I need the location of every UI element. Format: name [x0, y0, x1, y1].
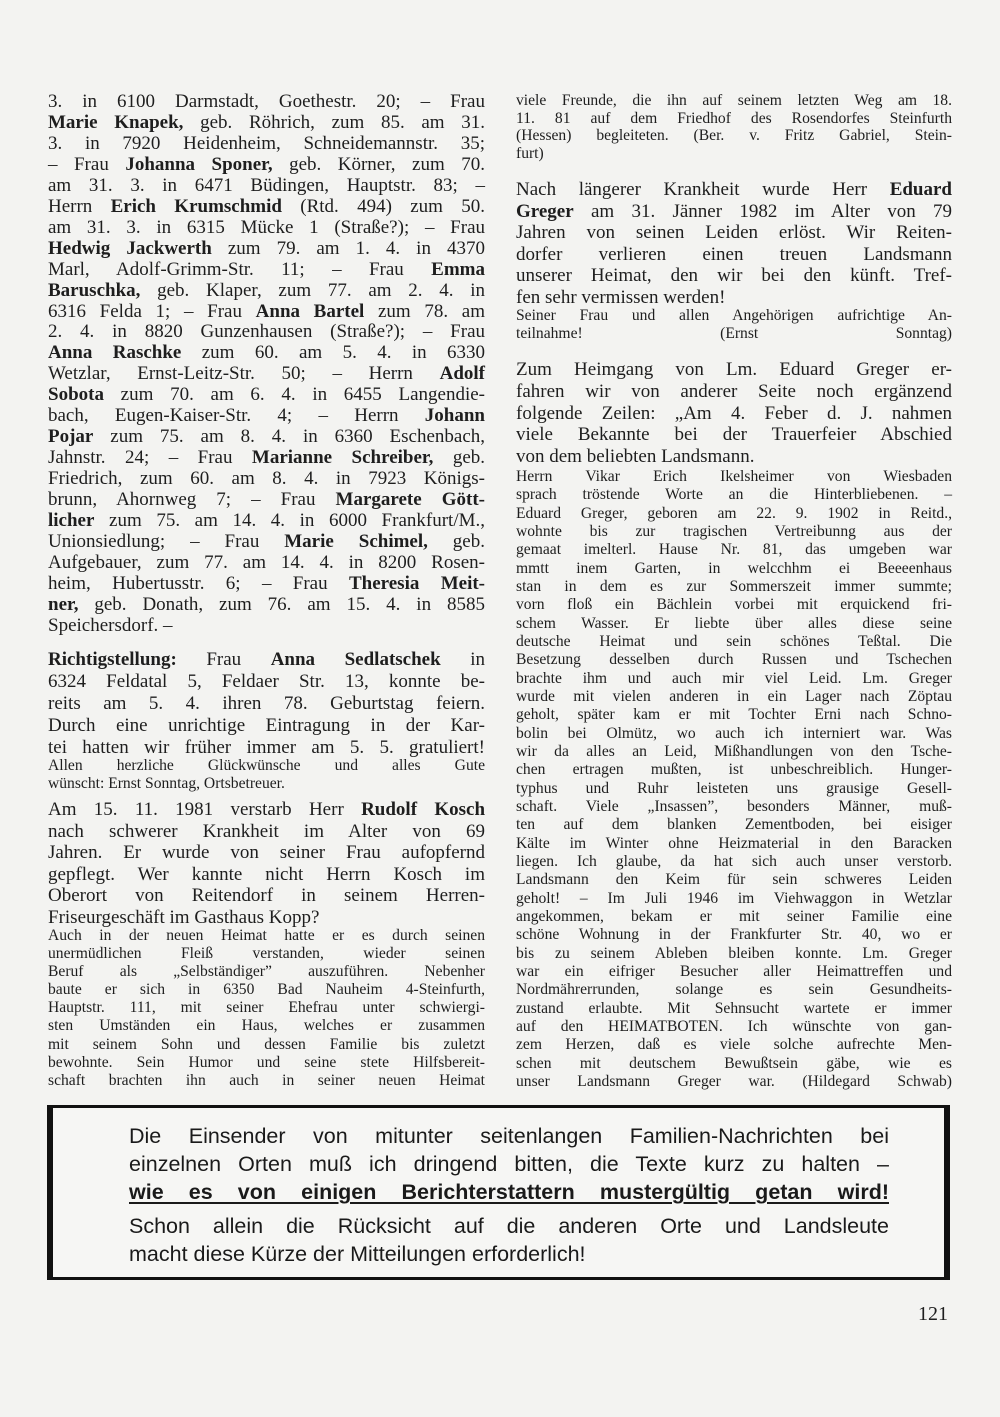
text-run: zum 79. am 1. 4. in 4370	[211, 237, 485, 259]
text-line	[48, 469, 485, 490]
obituary-kosch-continued	[516, 92, 952, 163]
text-run: schem Wasser. Er liebte über alles diese seine	[516, 614, 952, 632]
text-line	[48, 671, 485, 693]
text-line	[516, 244, 952, 266]
text-line	[516, 468, 952, 486]
text-line	[516, 688, 952, 706]
text-line	[516, 908, 952, 926]
text-run: Zum Heimgang von Lm. Eduard Greger er-	[516, 359, 952, 380]
text-line	[516, 633, 952, 651]
text-line	[48, 197, 485, 218]
bold-name: Eduard	[889, 179, 952, 200]
text-line	[48, 1036, 485, 1054]
bold-name: Johann	[424, 405, 485, 427]
text-run: furt)	[516, 145, 544, 163]
correction-paragraph	[48, 649, 485, 759]
text-run: geb.	[427, 531, 485, 553]
text-line	[48, 737, 485, 759]
greetings-note	[48, 757, 485, 792]
bold-name: Anna Sedlatschek	[270, 649, 441, 670]
text-line	[48, 239, 485, 260]
text-run: Oberort von Reitendorf in seinem Herren-	[48, 885, 485, 907]
text-run: Besetzung desselben durch Russen und Tschechen	[516, 651, 952, 669]
bold-name: Anna Raschke	[48, 342, 182, 364]
text-run: dorfer verlieren einen treuen Landsmann	[516, 243, 952, 265]
bold-name: Marianne Schreiber,	[251, 447, 434, 469]
text-line	[516, 287, 952, 309]
text-run: bewohnte. Sein Humor und seine stete Hilfsbereit-	[48, 1053, 485, 1071]
text-run: war ein eifriger Besucher aller Heimattreffen und	[516, 962, 952, 980]
text-run: 3. in 6100 Darmstadt, Goethestr. 20; – Frau	[48, 91, 485, 112]
text-line	[516, 403, 952, 425]
text-line	[516, 706, 952, 724]
obituary-kosch-lead	[48, 799, 485, 929]
notice-line: Die Einsender von mitunter seitenlangen Familien-Nachrichten bei	[129, 1124, 889, 1148]
text-run: brunn, Ahornweg 7; – Frau	[48, 489, 336, 511]
text-line	[48, 999, 485, 1017]
text-run: fahren wir von anderer Seite noch ergänzend	[516, 380, 952, 402]
text-line	[48, 155, 485, 176]
text-run: zum 75. am 8. 4. in 6360 Eschenbach,	[93, 426, 485, 448]
text-line	[48, 757, 485, 775]
condolence-note	[516, 307, 952, 343]
text-run: 6316 Felda 1; – Frau	[48, 300, 256, 322]
text-line	[48, 927, 485, 945]
text-run: schen mit deutschem Bewußtsein gäbe, wie es	[516, 1054, 952, 1072]
text-run: viele Bekannte bei der Trauerfeier Abschied	[516, 424, 952, 446]
text-line	[516, 381, 952, 403]
text-run: am 31. 3. in 6315 Mücke 1 (Straße?); – Frau	[48, 216, 485, 238]
text-run: unermüdlichen Fleiß verstanden, wieder seinen	[48, 945, 485, 963]
text-run: zum 70. am 6. 4. in 6455 Langendie-	[103, 384, 485, 406]
text-run: vorn floß ein Bächlein vorbei mit erquickend fri-	[516, 596, 952, 614]
text-line	[516, 523, 952, 541]
text-line	[48, 343, 485, 364]
text-run: Seiner Frau und allen Angehörigen aufrichtige An-	[516, 307, 952, 324]
text-run: wurde mit vielen anderen in ein Lager nach Zöptau	[516, 687, 952, 705]
text-line	[48, 715, 485, 737]
text-line	[516, 761, 952, 779]
text-run: schöne Wohnung in der Frankfurter Str. 40, wo er	[516, 926, 952, 944]
text-run: bolin bei Olmütz, wo auch ich interniert war. Was	[516, 724, 952, 742]
text-run: geholt! – Im Juli 1946 im Viehwaggon in Wetzlar	[516, 889, 952, 907]
text-line	[516, 596, 952, 614]
text-run: schaft brachten ihn auch in seiner neuen Heimat	[48, 1071, 485, 1089]
bold-name: Hedwig Jackwerth	[48, 237, 212, 259]
text-run: geb. Donath, zum 76. am 15. 4. in 8585	[78, 593, 485, 615]
text-line	[516, 651, 952, 669]
text-line	[516, 110, 952, 128]
text-run: Kälte im Winter ohne Heizmaterial in den Baracken	[516, 834, 952, 852]
text-line	[516, 307, 952, 325]
text-run: am 31. 3. in 6471 Büdingen, Hauptstr. 83; –	[48, 174, 485, 196]
text-run: Allen herzliche Glückwünsche und alles Gute	[48, 757, 485, 774]
bold-name: Sobota	[48, 384, 104, 406]
text-run: Eduard Greger, geboren am 22. 9. 1902 in Reitd.,	[516, 504, 952, 522]
text-run: zum 60. am 5. 4. in 6330	[181, 342, 485, 364]
text-line	[516, 560, 952, 578]
text-run: (Rtd. 494) zum 50.	[281, 195, 485, 217]
text-line	[48, 113, 485, 134]
text-run: 3. in 7920 Heidenheim, Schneidemannstr. 35;	[48, 132, 485, 154]
text-line	[516, 835, 952, 853]
text-run: zustand erlaubte. Mit Sehnsucht wartete er immer	[516, 999, 952, 1017]
text-line	[516, 486, 952, 504]
text-run: Friseurgeschäft im Gasthaus Kopp?	[48, 906, 320, 928]
text-line	[516, 926, 952, 944]
text-line	[48, 448, 485, 469]
notice-line: Schon allein die Rücksicht auf die anderen Orte und Landsleute	[129, 1214, 889, 1238]
text-run: liegen. Ich glaube, da hat sich auch unser verstorb.	[516, 852, 952, 870]
text-line	[48, 616, 485, 637]
bold-name: Marie Knapek,	[48, 111, 184, 133]
text-line	[48, 981, 485, 999]
text-line	[516, 780, 952, 798]
text-run: reits am 5. 4. ihren 78. Geburtstag feiern.	[48, 693, 485, 714]
text-line	[516, 359, 952, 381]
text-line	[48, 553, 485, 574]
text-line	[48, 821, 485, 843]
text-line	[516, 578, 952, 596]
text-line	[48, 595, 485, 616]
text-run: Durch eine unrichtige Eintragung in der Kar-	[48, 715, 485, 736]
text-run: Am 15. 11. 1981 verstarb Herr	[48, 799, 362, 820]
text-line	[516, 798, 952, 816]
text-line	[48, 1017, 485, 1035]
text-line	[48, 907, 485, 929]
bold-name: ner,	[48, 593, 79, 615]
text-line	[516, 265, 952, 287]
text-run: chen ertragen mußten, ist unbeschreiblich. Hunger-	[516, 761, 952, 779]
text-line	[48, 532, 485, 553]
text-line	[48, 490, 485, 511]
bold-name: Marie Schimel,	[284, 531, 428, 553]
bold-name: Johanna Sponer,	[125, 153, 273, 175]
text-line	[48, 693, 485, 715]
text-run: Herrn Vikar Erich Ikelsheimer von Wiesbaden	[516, 468, 952, 485]
text-line	[48, 385, 485, 406]
text-line	[516, 179, 952, 201]
text-line	[48, 775, 485, 793]
text-line	[48, 260, 485, 281]
text-run: geb. Klaper, zum 77. am 2. 4. in	[140, 279, 485, 301]
bold-name: Greger	[516, 200, 574, 222]
text-run: in	[440, 649, 485, 670]
text-line	[516, 890, 952, 908]
text-run: viele Freunde, die ihn auf seinem letzten Weg am 18.	[516, 92, 952, 109]
text-run: unser Landsmann Greger war. (Hildegard Schwab)	[516, 1072, 952, 1090]
text-run: Nordmährerrunden, solange es sein Gesundheits-	[516, 981, 952, 999]
text-line	[48, 864, 485, 886]
text-run: ten auf dem blanken Zementboden, bei eisiger	[516, 816, 952, 834]
text-run: deutsche Heimat und sein schönes Teßtal. Die	[516, 632, 952, 650]
text-line	[48, 574, 485, 595]
text-line	[48, 1072, 485, 1090]
text-line	[48, 322, 485, 343]
bold-name: Theresia Meit-	[348, 572, 486, 594]
text-run: fen sehr vermissen werden!	[516, 286, 726, 308]
text-run: mmtt inem Garten, in welcchhm ei Beeeenhaus	[516, 559, 952, 577]
greger-tribute-lead	[516, 359, 952, 468]
text-line	[48, 364, 485, 385]
obituary-greger-lead	[516, 179, 952, 309]
text-run: gepflegt. Wer kannte nicht Herrn Kosch im	[48, 863, 485, 885]
editor-notice-box	[47, 1105, 950, 1280]
text-line	[48, 963, 485, 981]
page-number: 121	[918, 1303, 948, 1325]
text-run: baute er sich in 6350 Bad Nauheim 4-Steinfurth,	[48, 981, 485, 999]
bold-name: Adolf	[439, 363, 485, 385]
text-run: Jahren von seinen Leiden erlöst. Wir Reiten-	[516, 222, 952, 244]
text-run: folgende Zeilen: „Am 4. Feber d. J. nahmen	[516, 402, 952, 424]
bold-name: Richtigstellung:	[48, 649, 177, 670]
text-run: Speichersdorf. –	[48, 614, 173, 636]
text-run: Jahnstr. 24; – Frau	[48, 447, 252, 469]
text-run: von dem beliebten Landsmann.	[516, 446, 755, 467]
text-run: 2. 4. in 8820 Gunzenhausen (Straße?); – Frau	[48, 321, 485, 343]
text-run: wir da alles an Leid, Mißhandlungen von den Tsche-	[516, 742, 952, 760]
obituary-kosch-body	[48, 927, 485, 1090]
text-line	[516, 201, 952, 223]
text-run: Wetzlar, Ernst-Leitz-Str. 50; – Herrn	[48, 363, 440, 385]
bold-name: Margarete Gött-	[335, 489, 485, 511]
text-run: Beruf als „Selbständiger” auszuführen. Nebenher	[48, 963, 485, 981]
text-line	[516, 145, 952, 163]
text-run: sprach tröstende Worte an die Hinterbliebenen. –	[516, 486, 952, 504]
notice-emphasis-line: wie es von einigen Berichterstattern mustergültig getan wird!	[129, 1180, 889, 1204]
text-run: geb. Körner, zum 70.	[272, 153, 485, 175]
text-line	[516, 963, 952, 981]
text-line	[48, 281, 485, 302]
text-run: nach schwerer Krankheit im Alter von 69	[48, 820, 485, 842]
bold-name: Anna Bartel	[255, 300, 365, 322]
text-line	[48, 406, 485, 427]
text-line	[48, 1054, 485, 1072]
text-run: Nach längerer Krankheit wurde Herr	[516, 179, 890, 200]
text-run: schaft. Viele „Insassen”, besonders Männer, muß-	[516, 797, 952, 815]
text-run: sten Umständen ein Haus, welches er zusammen	[48, 1017, 485, 1035]
bold-name: licher	[48, 510, 95, 532]
text-run: unserer Heimat, den wir bei den künft. Tref-	[516, 265, 952, 287]
text-run: geb. Röhrich, zum 85. am 31.	[183, 111, 485, 133]
text-run: gemaat imelterl. Hause Nr. 81, das umgeben war	[516, 541, 952, 559]
text-line	[516, 615, 952, 633]
text-line	[516, 1000, 952, 1018]
text-line	[48, 945, 485, 963]
text-line	[48, 427, 485, 448]
text-run: teilnahme! (Ernst Sonntag)	[516, 325, 952, 342]
text-run: zum 75. am 14. 4. in 6000 Frankfurt/M.,	[94, 510, 485, 532]
text-line	[516, 92, 952, 110]
text-run: Herrn	[48, 195, 111, 217]
text-run: 11. 81 auf dem Friedhof des Rosendorfes Steinfurth	[516, 109, 952, 127]
birthday-list-paragraph	[48, 92, 485, 637]
text-line	[516, 505, 952, 523]
bold-name: Pojar	[48, 426, 94, 448]
bold-name: Emma	[431, 258, 485, 280]
text-run: 6324 Feldatal 5, Feldaer Str. 13, konnte be-	[48, 671, 485, 692]
text-line	[48, 92, 485, 113]
text-line	[48, 511, 485, 532]
text-line	[516, 670, 952, 688]
text-run: auf den HEIMATBOTEN. Ich wünschte von gan-	[516, 1017, 952, 1035]
text-run: bach, Eugen-Kaiser-Str. 4; – Herrn	[48, 405, 425, 427]
text-line	[516, 1073, 952, 1091]
text-run: geholt, später kam er mit Tochter Erni nach Schno-	[516, 706, 952, 724]
text-run: brachte ihm und auch mir viel Leid. Lm. Greger	[516, 669, 952, 687]
text-line	[48, 799, 485, 821]
text-run: Unionsiedlung; – Frau	[48, 531, 285, 553]
bold-name: Erich Krumschmid	[110, 195, 282, 217]
text-line	[48, 649, 485, 671]
text-line	[516, 222, 952, 244]
bold-name: Baruschka,	[48, 279, 141, 301]
text-line	[516, 871, 952, 889]
text-line	[48, 134, 485, 155]
text-run: stan in dem es zur Sommerszeit immer summte;	[516, 577, 952, 595]
text-line	[516, 816, 952, 834]
text-line	[48, 218, 485, 239]
text-run: geb.	[433, 447, 485, 469]
text-line	[516, 1036, 952, 1054]
text-line	[516, 541, 952, 559]
text-line	[516, 127, 952, 145]
text-line	[516, 743, 952, 761]
text-line	[48, 842, 485, 864]
text-line	[516, 1055, 952, 1073]
text-run: am 31. Jänner 1982 im Alter von 79	[573, 200, 952, 222]
greger-tribute-body	[516, 468, 952, 1091]
text-run: zem Herzen, daß es viele solche aufrechte Men-	[516, 1036, 952, 1054]
text-run: angekommen, bekam er mit seiner Familie eine	[516, 907, 952, 925]
text-run: wünscht: Ernst Sonntag, Ortsbetreuer.	[48, 774, 285, 792]
text-line	[516, 325, 952, 343]
text-run: zum 78. am	[364, 300, 485, 322]
text-line	[48, 885, 485, 907]
text-line	[516, 424, 952, 446]
text-line	[516, 725, 952, 743]
text-line	[516, 981, 952, 999]
notice-line: einzelnen Orten muß ich dringend bitten, die Texte kurz zu halten –	[129, 1152, 889, 1176]
text-run: bis zu seinem Ableben bleiben konnte. Lm. Greger	[516, 944, 952, 962]
text-run: Frau	[176, 649, 271, 670]
text-run: heim, Hubertusstr. 6; – Frau	[48, 572, 349, 594]
text-run: Hauptstr. 111, mit seiner Ehefrau unter schwiergi-	[48, 999, 485, 1017]
text-run: Jahren. Er wurde von seiner Frau aufopfernd	[48, 842, 485, 864]
text-run: – Frau	[48, 153, 126, 175]
text-line	[48, 302, 485, 323]
text-run: (Hessen) begleiteten. (Ber. v. Fritz Gabriel, Stein-	[516, 127, 952, 145]
text-run: Landsmann den Keim für sein schweres Leiden	[516, 871, 952, 889]
text-line	[48, 176, 485, 197]
text-run: tei hatten wir früher immer am 5. 5. gratuliert!	[48, 737, 485, 758]
text-run: Friedrich, zum 60. am 8. 4. in 7923 Königs-	[48, 468, 485, 490]
text-line	[516, 945, 952, 963]
text-line	[516, 446, 952, 468]
text-run: wohnte bis zur tragischen Vertreibunng aus der	[516, 522, 952, 540]
notice-line: macht diese Kürze der Mitteilungen erforderlich!	[129, 1242, 586, 1266]
text-line	[516, 853, 952, 871]
bold-name: Rudolf Kosch	[361, 799, 486, 820]
text-run: typhus und Ruhr leisteten uns grausige Gesell-	[516, 779, 952, 797]
text-run: Marl, Adolf-Grimm-Str. 11; – Frau	[48, 258, 432, 280]
text-run: mit seinem Sohn und dessen Familie bis zuletzt	[48, 1035, 485, 1053]
text-line	[516, 1018, 952, 1036]
text-run: Aufgebauer, zum 77. am 14. 4. in 8200 Rosen-	[48, 551, 485, 573]
text-run: Auch in der neuen Heimat hatte er es durch seinen	[48, 927, 485, 944]
